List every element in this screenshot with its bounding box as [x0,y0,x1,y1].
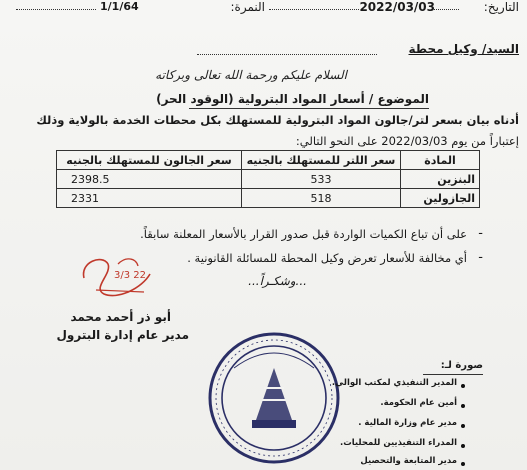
signatory-title: مدير عام إدارة البترول [56,328,189,342]
cc-item: مدير المتابعة والتحصيل [360,456,457,466]
price-table [56,150,480,208]
table-header-product: المادة [401,151,480,170]
cc-bullet [461,444,465,448]
table-cell-gallon-price: 2398.5 [57,170,242,189]
table-cell-product: البنزين [401,170,480,189]
cc-item: المدير التنفيذي لمكتب الوالي. [331,378,457,388]
table-header-row [57,151,480,170]
table-cell-gallon-price: 2331 [57,189,242,208]
cc-item: مدير عام وزارة المالية . [358,418,457,428]
cc-heading: صورة لـ: [440,360,483,371]
handwritten-date-note: 3/3 22 [114,270,146,281]
table-header-liter-price: سعر اللتر للمستهلك بالجنيه [242,151,401,170]
official-stamp [204,328,344,468]
number-label: النمرة: [230,0,265,14]
cc-bullet [461,384,465,388]
greeting: السلام عليكم ورحمة الله تعالى وبركاته [155,68,347,82]
note-dash: - [478,250,483,265]
cc-bullet [461,462,465,466]
note-1: على أن تباع الكميات الواردة قبل صدور القرار بالأسعار المعلنة سابقاً. [140,227,467,241]
date-dotted-line [434,9,459,10]
note-dash: - [478,226,483,241]
closing-thanks: ...وشكـراً... [248,274,307,288]
date-label: التاريخ: [483,0,519,14]
handwritten-initials [78,248,158,304]
table-cell-liter-price: 518 [242,189,401,208]
cc-heading-underline [423,374,483,375]
subject: الموضوع / أسعار المواد البترولية (الوقود الحر) [156,92,429,106]
table-row [57,189,480,208]
table-row [57,170,480,189]
cc-bullet [461,424,465,428]
date-value: 2022/03/03 [359,0,435,14]
cc-item: أمين عام الحكومة. [380,398,457,408]
number-dotted-line [16,9,96,10]
signatory-name: أبو ذر أحمد محمد [70,310,171,324]
number-value: 1/1/64 [100,0,139,13]
addressee: السيد/ وكيل محطة [408,42,519,56]
table-cell-liter-price: 533 [242,170,401,189]
body-line-2: إعتباراً من يوم 2022/03/03 على النحو التالي: [295,134,519,148]
table-header-gallon-price: سعر الجالون للمستهلك بالجنيه [57,151,242,170]
cc-item: المدراء التنفيذيين للمحليات. [339,438,457,448]
cc-bullet [461,404,465,408]
note-2: أي مخالفة للأسعار تعرض وكيل المحطة للمسائلة القانونية . [187,251,467,265]
subject-underline [189,108,429,109]
addressee-dotted-line [197,54,377,55]
table-cell-product: الجازولين [401,189,480,208]
body-line-1: أدناه بيان بسعر لتر/جالون المواد البترولية للمستهلك بكل محطات الخدمة بالولاية وذلك [36,113,519,127]
date-dotted-line-2 [269,9,359,10]
